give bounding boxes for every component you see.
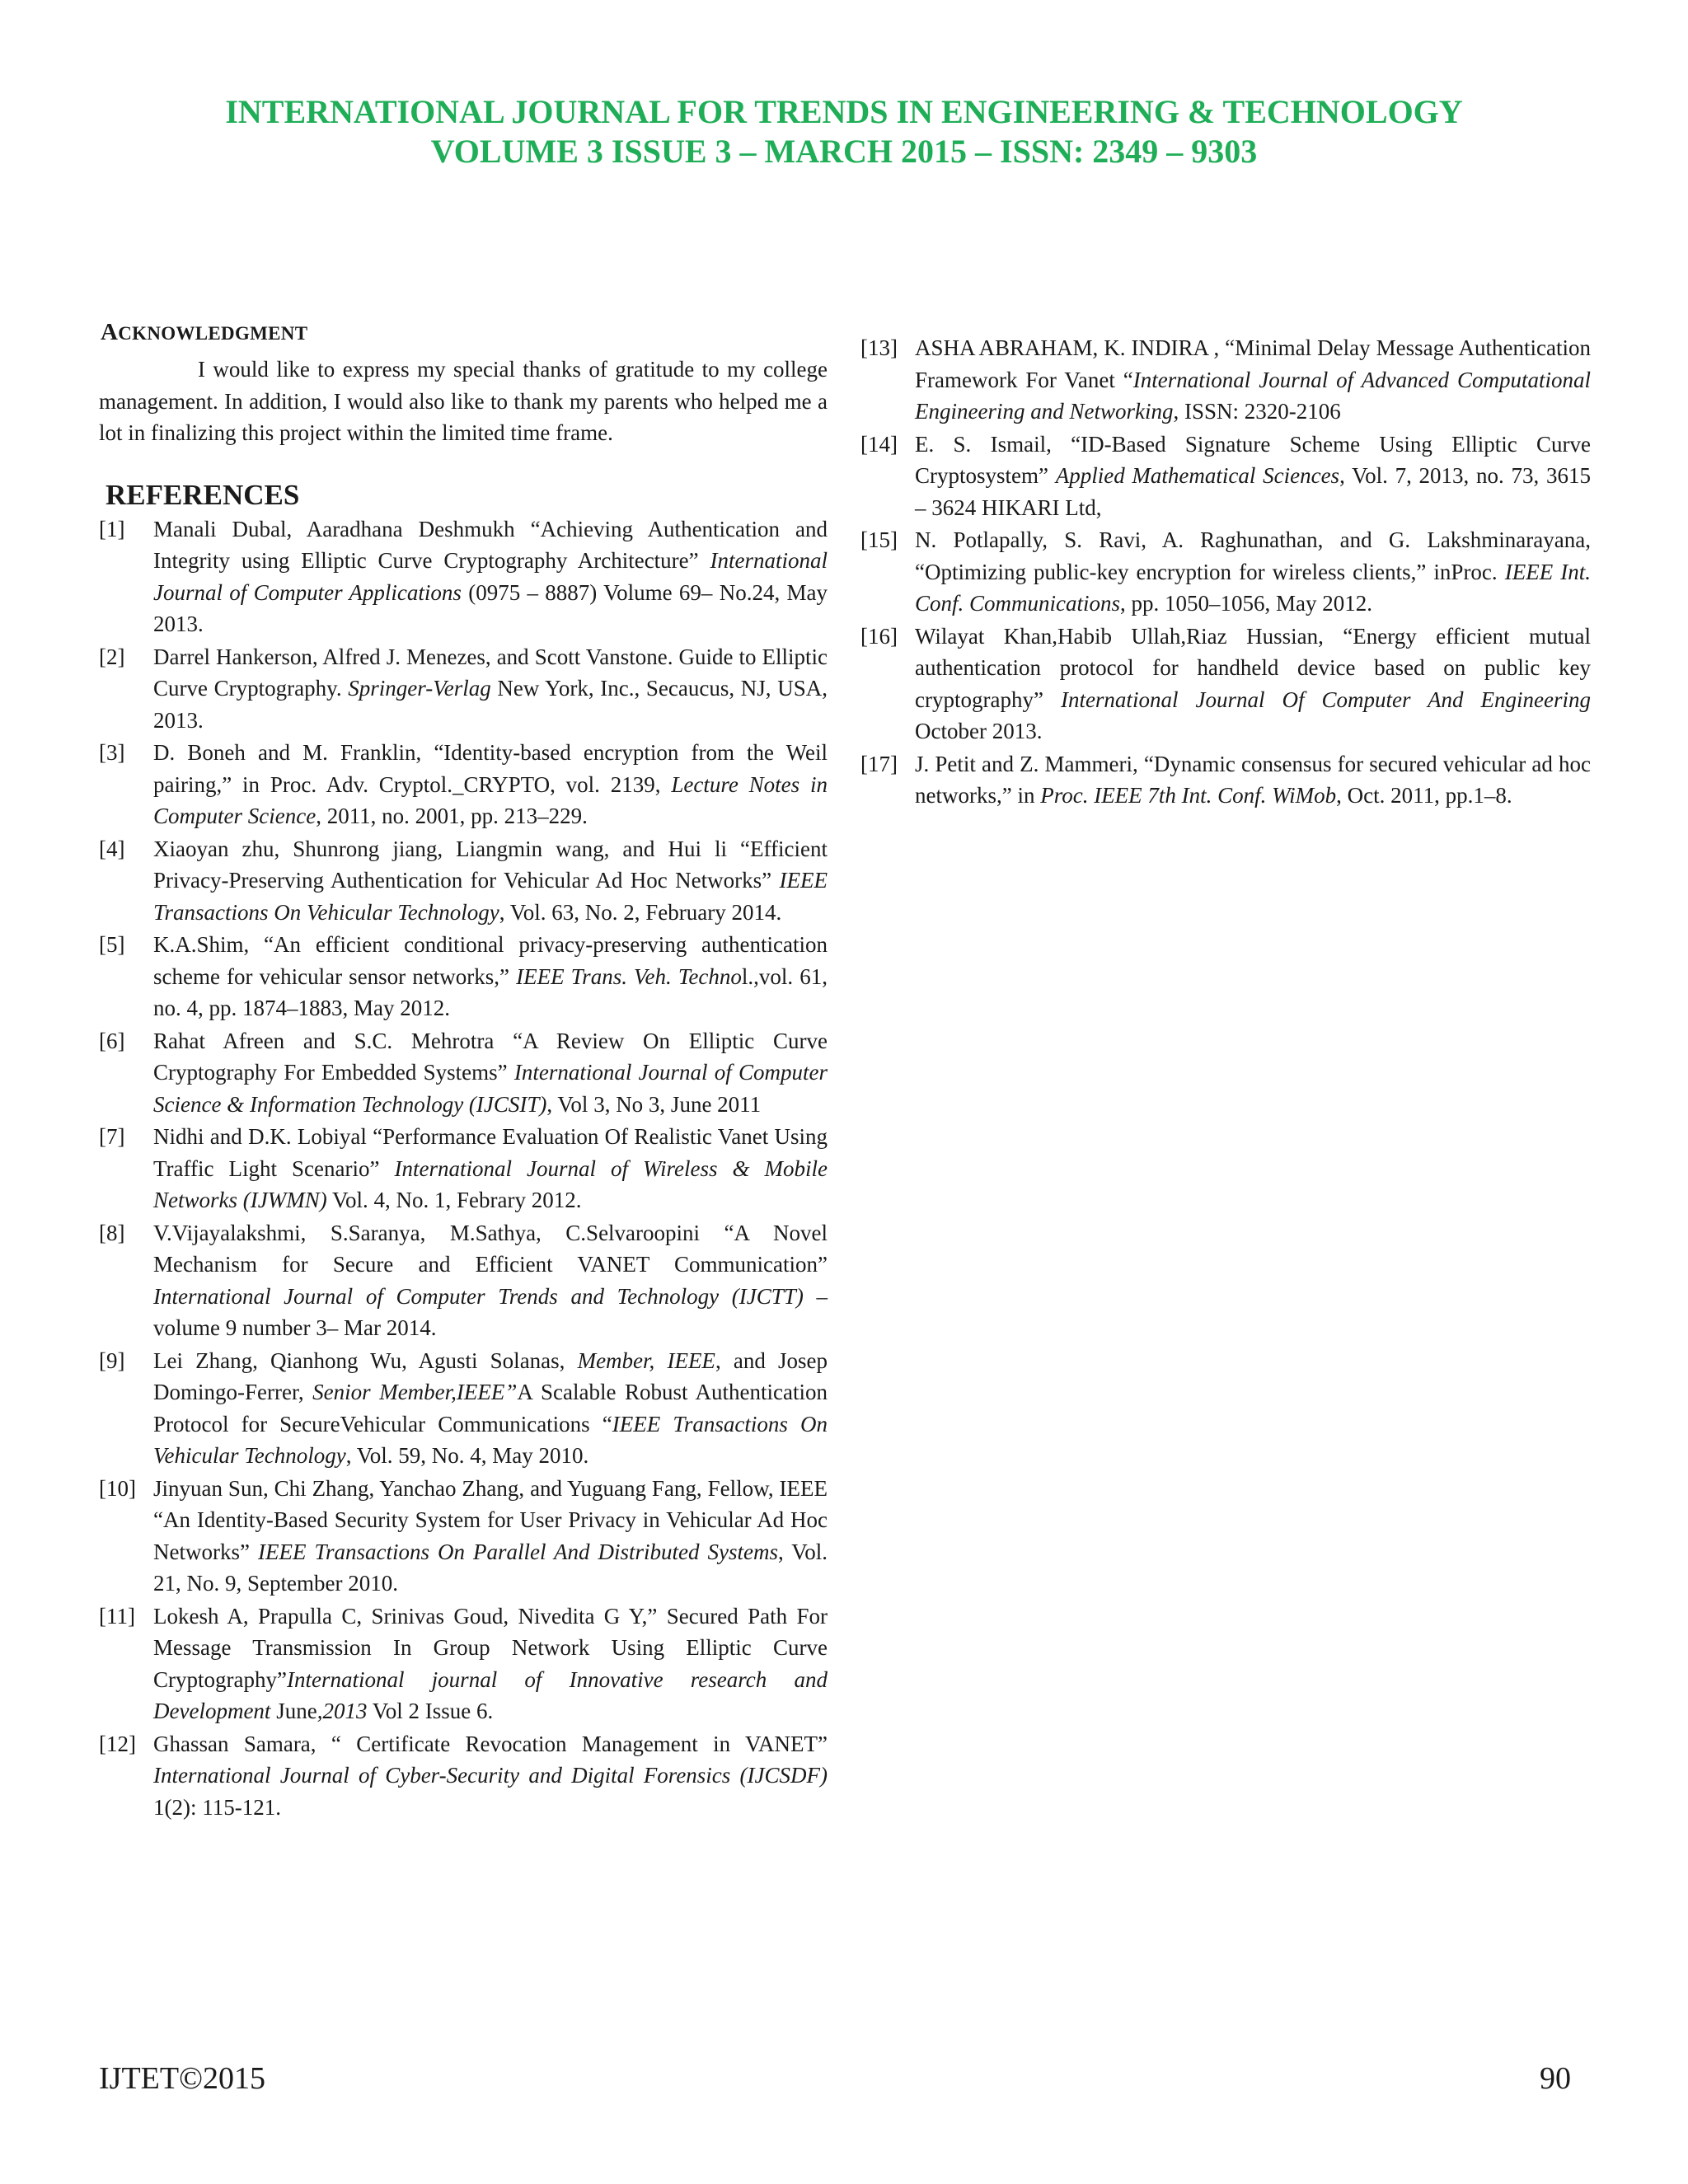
reference-text: Manali Dubal, Aaradhana Deshmukh “Achieving Authentication and Integrity using Elliptic Curve Cryptography Architecture” — [153, 516, 828, 573]
journal-issue-line: VOLUME 3 ISSUE 3 – MARCH 2015 – ISSN: 2349 – 9303 — [430, 133, 1258, 170]
reference-number: [17] — [860, 751, 898, 776]
reference-italic-text: International Journal of Computer Trends and Technology (IJCTT) — [153, 1283, 804, 1309]
reference-text: , Vol. 21, No. 9, September 2010. — [153, 1539, 828, 1596]
reference-item — [99, 513, 828, 640]
reference-text: , and Josep Domingo-Ferrer, — [153, 1347, 828, 1404]
reference-text: , pp. 1050–1056, May 2012. — [1120, 591, 1373, 616]
reference-text: Lei Zhang, Qianhong Wu, Agusti Solanas, — [153, 1347, 578, 1373]
reference-item — [99, 1601, 828, 1727]
reference-item — [99, 641, 828, 737]
reference-text: , ISSN: 2320-2106 — [1173, 399, 1341, 424]
reference-number: [6] — [99, 1028, 125, 1053]
reference-text: New York, Inc., Secaucus, NJ, USA, 2013. — [153, 676, 828, 733]
reference-text: , Oct. 2011, pp.1–8. — [1336, 783, 1512, 808]
reference-text: , 2011, no. 2001, pp. 213–229. — [316, 804, 588, 828]
page-number: 90 — [1540, 2061, 1571, 2096]
reference-italic-text: International Journal of Cyber-Security and Digital Forensics (IJCSDF) — [153, 1763, 828, 1788]
reference-item — [860, 332, 1591, 428]
reference-number: [10] — [99, 1475, 136, 1501]
reference-italic-text: IEEE Transactions On Vehicular Technology — [153, 868, 828, 925]
reference-text: Ghassan Samara, “ Certificate Revocation Management in VANET” — [153, 1731, 828, 1756]
reference-text: Rahat Afreen and S.C. Mehrotra “A Review On Elliptic Curve Cryptography For Embedded Systems” — [153, 1028, 828, 1085]
reference-italic-text: International journal of Innovative research and Development — [153, 1666, 828, 1723]
reference-text: Vol 2 Issue 6. — [367, 1699, 494, 1723]
reference-list-left — [99, 513, 828, 1824]
reference-italic-text: International Journal of Advanced Computational Engineering and Networking — [915, 367, 1592, 424]
right-column — [860, 332, 1591, 813]
reference-italic-text: International Journal of Computer Applications — [153, 548, 828, 605]
references-heading: REFERENCES — [106, 478, 300, 511]
reference-item — [860, 429, 1591, 524]
reference-italic-text: IEEE Trans. Veh. Techno — [516, 963, 742, 989]
reference-number: [3] — [99, 740, 125, 765]
reference-text: June — [270, 1699, 317, 1723]
reference-number: [5] — [99, 932, 125, 957]
footer-copyright: IJTET©2015 — [99, 2061, 265, 2096]
reference-number: [7] — [99, 1124, 125, 1149]
reference-text: Nidhi and D.K. Lobiyal “Performance Evaluation Of Realistic Vanet Using Traffic Light Scenario” — [153, 1124, 828, 1181]
reference-text: A Scalable Robust Authentication Protocol for SecureVehicular Communications “ — [153, 1380, 828, 1436]
journal-title: INTERNATIONAL JOURNAL FOR TRENDS IN ENGINEERING & TECHNOLOGY — [225, 93, 1463, 130]
reference-list-right — [860, 332, 1591, 812]
acknowledgment-heading-initial: A — [101, 319, 119, 345]
reference-italic-text: Proc. IEEE 7th Int. Conf. WiMob — [1040, 783, 1337, 808]
reference-item — [99, 737, 828, 832]
reference-text: 1(2): 115-121. — [153, 1794, 281, 1820]
reference-item — [99, 1345, 828, 1472]
reference-item — [99, 1025, 828, 1121]
reference-italic-text: ,2013 — [316, 1699, 368, 1723]
reference-text: October 2013. — [915, 719, 1043, 743]
reference-number: [13] — [860, 335, 898, 360]
reference-italic-text: International Journal Of Computer And Engineering — [1060, 687, 1591, 712]
reference-number: [2] — [99, 644, 125, 669]
reference-italic-text: International Journal of Computer Science & Information Technology (IJCSIT) — [153, 1060, 828, 1117]
reference-item — [860, 748, 1591, 812]
reference-italic-text: IEEE Int. Conf. Communications — [915, 559, 1592, 616]
reference-italic-text: IEEE Transactions On Parallel And Distributed Systems — [257, 1539, 778, 1564]
reference-item — [99, 1121, 828, 1216]
reference-text: – volume 9 number 3– Mar 2014. — [153, 1283, 828, 1340]
reference-item — [99, 833, 828, 929]
reference-text: ASHA ABRAHAM, K. INDIRA , “Minimal Delay Message Authentication Framework For Vanet “ — [915, 335, 1591, 392]
journal-header — [0, 92, 1688, 171]
reference-item — [99, 1217, 828, 1344]
acknowledgment-heading — [101, 316, 828, 350]
reference-text: Lokesh A, Prapulla C, Srinivas Goud, Nivedita G Y,” Secured Path For Message Transmission In Group Network Using Elliptic Curve Cryptography” — [153, 1603, 828, 1692]
reference-text: K.A.Shim, “An efficient conditional privacy-preserving authentication scheme for vehicular sensor networks,” — [153, 932, 828, 989]
reference-italic-text: Springer-Verlag — [348, 676, 491, 701]
reference-text: , Vol. 7, 2013, no. 73, 3615 – 3624 HIKARI Ltd, — [915, 463, 1591, 520]
reference-number: [1] — [99, 516, 125, 541]
acknowledgment-text: I would like to express my special thanks of gratitude to my college management. In addition, I would also like to thank my parents who helped me a lot in finalizing this project within the limited time frame. — [99, 357, 828, 445]
reference-item — [99, 1728, 828, 1824]
reference-number: [4] — [99, 836, 125, 861]
reference-item — [860, 524, 1591, 620]
reference-text: J. Petit and Z. Mammeri, “Dynamic consensus for secured vehicular ad hoc networks,” in — [915, 751, 1591, 808]
reference-text: Darrel Hankerson, Alfred J. Menezes, and Scott Vanstone. Guide to Elliptic Curve Cryptography. — [153, 644, 828, 701]
reference-text: l.,vol. 61, no. 4, pp. 1874–1883, May 2012. — [153, 963, 828, 1020]
reference-number: [16] — [860, 623, 898, 649]
reference-number: [12] — [99, 1731, 136, 1756]
reference-text: D. Boneh and M. Franklin, “Identity-based encryption from the Weil pairing,” in Proc. Adv. Cryptol._CRYPTO, vol. 2139, — [153, 740, 828, 797]
reference-text: Vol. 4, No. 1, Febrary 2012. — [326, 1188, 582, 1212]
reference-text: , Vol. 59, No. 4, May 2010. — [345, 1443, 589, 1468]
reference-text: Xiaoyan zhu, Shunrong jiang, Liangmin wang, and Hui li “Efficient Privacy-Preserving Authentication for Vehicular Ad Hoc Networks” — [153, 836, 828, 893]
reference-number: [15] — [860, 527, 898, 552]
reference-text: Wilayat Khan,Habib Ullah,Riaz Hussian, “Energy efficient mutual authentication protocol for handheld device based on public key cryptography” — [915, 623, 1591, 712]
reference-item — [860, 621, 1591, 748]
left-column — [99, 316, 828, 1824]
reference-italic-text: Senior Member,IEEE” — [312, 1380, 518, 1404]
acknowledgment-heading-rest: CKNOWLEDGMENT — [118, 323, 308, 344]
reference-number: [8] — [99, 1220, 125, 1245]
reference-text: Jinyuan Sun, Chi Zhang, Yanchao Zhang, and Yuguang Fang, Fellow, IEEE “An Identity-Based Security System for User Privacy in Vehicular Ad Hoc Networks” — [153, 1475, 828, 1564]
reference-text: , Vol. 63, No. 2, February 2014. — [499, 899, 782, 925]
reference-italic-text: IEEE Transactions On Vehicular Technology — [153, 1411, 828, 1468]
reference-number: [11] — [99, 1603, 135, 1629]
reference-item — [99, 1473, 828, 1600]
reference-text: V.Vijayalakshmi, S.Saranya, M.Sathya, C.Selvaroopini “A Novel Mechanism for Secure and Efficient VANET Communication” — [153, 1220, 828, 1277]
reference-number: [9] — [99, 1347, 125, 1373]
reference-item — [99, 929, 828, 1024]
reference-text: E. S. Ismail, “ID-Based Signature Scheme Using Elliptic Curve Cryptosystem” — [915, 431, 1591, 488]
reference-text: , Vol 3, No 3, June 2011 — [546, 1091, 762, 1117]
reference-italic-text: Member, IEEE — [577, 1347, 715, 1373]
reference-number: [14] — [860, 431, 898, 457]
reference-italic-text: International Journal of Wireless & Mobile Networks (IJWMN) — [153, 1155, 828, 1212]
reference-text: N. Potlapally, S. Ravi, A. Raghunathan, and G. Lakshminarayana, “Optimizing public-key encryption for wireless clients,” inProc. — [915, 527, 1591, 584]
reference-italic-text: Applied Mathematical Sciences — [1055, 463, 1340, 488]
reference-italic-text: Lecture Notes in Computer Science — [153, 771, 828, 828]
reference-text: (0975 – 8887) Volume 69– No.24, May 2013. — [153, 579, 828, 636]
